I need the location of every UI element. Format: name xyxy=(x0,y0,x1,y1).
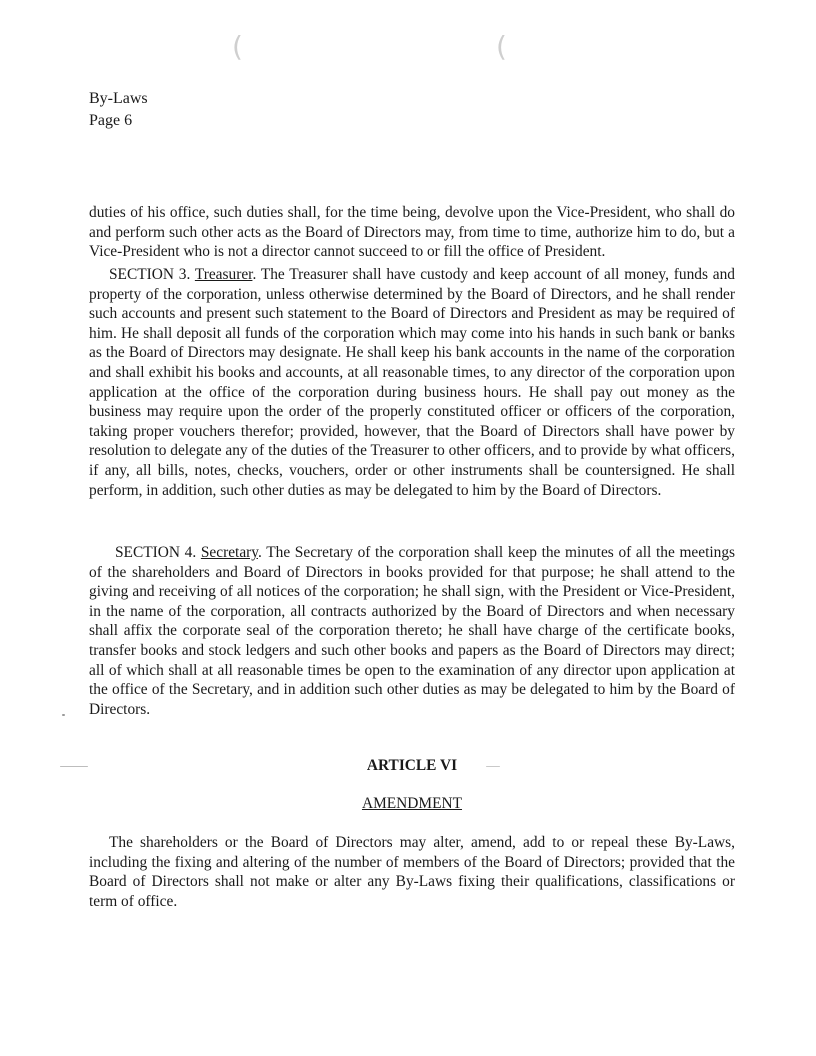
article-heading: ARTICLE VI xyxy=(366,757,458,774)
scan-speck xyxy=(60,766,88,767)
header-document-title: By-Laws xyxy=(89,90,148,107)
section-4-text: The Secretary of the corporation shall keep the minutes of all the meetings of the shareholders and Board of Directors in books provided for that purpose; he shall attend to the giving and receiving of all notices of the corporation; he shall sign, with the President or Vice-President, in the name of the corporation, all contracts authorized by the Board of Directors and when necessary shall affix the corporate seal of the corporation thereto; he shall have charge of the certificate books, transfer books and stock ledgers and such other books and papers as the Board of Directors may direct; all of which shall at all reasonable times be open to the examination of any director upon application at the office of the Secretary, and in addition such other duties as may be delegated to him by the Board of Directors. xyxy=(89,544,736,718)
punch-hole-mark-right: ( xyxy=(496,30,507,63)
section-4-number: SECTION 4. xyxy=(115,544,197,561)
section-3-number: SECTION 3. xyxy=(109,266,191,283)
section-3-paragraph: SECTION 3. Treasurer. The Treasurer shall have custody and keep account of all money, funds and property of the corporation, unless otherwise determined by the Board of Directors, and he shall render such accounts and present such statement to the Board of Directors and President as may be required of him. He shall deposit all funds of the corporation which may come into his hands in such bank or banks as the Board of Directors may designate. He shall keep his bank accounts in the name of the corporation and shall exhibit his books and accounts, at all reasonable times, to any director of the corporation upon application at the office of the corporation during business hours. He shall pay out money as the business may require upon the order of the properly constituted officer or officers of the corporation, taking proper vouchers therefor; provided, however, that the Board of Directors shall have power by resolution to delegate any of the duties of the Treasurer to other officers, and to provide by what officers, if any, all bills, notes, checks, vouchers, order or other instruments shall be countersigned. He shall perform, in addition, such other duties as may be delegated to him by the Board of Directors. xyxy=(89,266,735,499)
section-4-title: Secretary xyxy=(200,544,258,561)
section-3-text: The Treasurer shall have custody and keep account of all money, funds and property of the corporation, unless otherwise determined by the Board of Directors, and he shall render such accounts and present such statement to the Board of Directors and President as may be required of him. He shall deposit all funds of the corporation which may come into his hands in such bank or banks as the Board of Directors may designate. He shall keep his bank accounts in the name of the corporation and shall exhibit his books and accounts, at all reasonable times, to any director of the corporation upon application at the office of the corporation during business hours. He shall pay out money as the business may require upon the order of the properly constituted officer or officers of the corporation, taking proper vouchers therefor; provided, however, that the Board of Directors shall have power by resolution to delegate any of the duties of the Treasurer to other officers, and to provide by what officers, if any, all bills, notes, checks, vouchers, order or other instruments shall be countersigned. He shall perform, in addition, such other duties as may be delegated to him by the Board of Directors. xyxy=(89,266,735,499)
continuation-paragraph: duties of his office, such duties shall, for the time being, devolve upon the Vice-President, who shall do and perform such other acts as the Board of Directors may, from time to time, authorize him to do, but a Vice-President who is not a director cannot succeed to or fill the office of President. xyxy=(89,204,735,261)
article-subheading: AMENDMENT xyxy=(361,795,463,812)
header-page-number: Page 6 xyxy=(89,112,133,129)
amendment-paragraph: The shareholders or the Board of Directors may alter, amend, add to or repeal these By-Laws, including the fixing and altering of the number of members of the Board of Directors; provided that the Board of Directors shall not make or alter any By-Laws fixing their qualifications, classifications or term of office. xyxy=(89,834,735,910)
page-header xyxy=(89,88,148,132)
scan-speck xyxy=(62,714,65,716)
section-4-paragraph: SECTION 4. Secretary. The Secretary of the corporation shall keep the minutes of all the meetings of the shareholders and Board of Directors in books provided for that purpose; he shall attend to the giving and receiving of all notices of the corporation; he shall sign, with the President or Vice-President, in the name of the corporation, all contracts authorized by the Board of Directors and when necessary shall affix the corporate seal of the corporation thereto; he shall have charge of the certificate books, transfer books and stock ledgers and such other books and papers as the Board of Directors may direct; all of which shall at all reasonable times be open to the examination of any director upon application at the office of the Secretary, and in addition such other duties as may be delegated to him by the Board of Directors. xyxy=(89,544,736,718)
section-3-title: Treasurer xyxy=(194,266,253,283)
punch-hole-mark-left: ( xyxy=(232,30,243,63)
